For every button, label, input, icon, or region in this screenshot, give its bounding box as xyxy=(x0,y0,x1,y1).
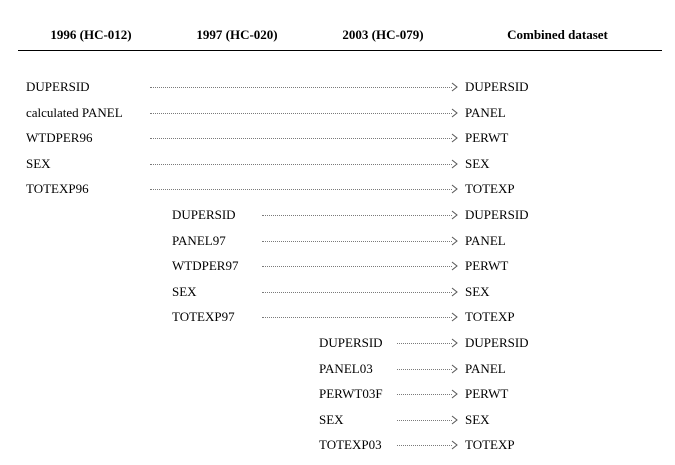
mapping-arrow xyxy=(262,261,458,271)
mapping-arrow xyxy=(150,184,458,194)
mapping-arrow xyxy=(262,287,458,297)
source-variable: DUPERSID xyxy=(26,79,90,94)
mapping-arrow xyxy=(397,440,458,450)
mapping-arrow xyxy=(150,133,458,143)
combined-variable: SEX xyxy=(465,284,490,299)
arrow-head-icon xyxy=(451,236,458,246)
header-1996: 1996 (HC-012) xyxy=(50,27,132,42)
arrow-head-icon xyxy=(451,440,458,450)
arrow-line xyxy=(262,317,452,318)
mapping-arrow xyxy=(397,338,458,348)
combined-variable: TOTEXP xyxy=(465,309,515,324)
arrow-line xyxy=(397,394,452,395)
arrow-line xyxy=(150,164,452,165)
arrow-line xyxy=(262,215,452,216)
source-variable: WTDPER96 xyxy=(26,130,93,145)
source-variable: SEX xyxy=(319,412,344,427)
arrow-line xyxy=(262,266,452,267)
mapping-arrow xyxy=(262,312,458,322)
arrow-line xyxy=(150,113,452,114)
combined-variable: DUPERSID xyxy=(465,79,529,94)
combined-variable: SEX xyxy=(465,412,490,427)
arrow-line xyxy=(397,343,452,344)
source-variable: TOTEXP97 xyxy=(172,309,235,324)
arrow-head-icon xyxy=(451,338,458,348)
arrow-line xyxy=(262,292,452,293)
arrow-head-icon xyxy=(451,159,458,169)
source-variable: calculated PANEL xyxy=(26,105,123,120)
arrow-line xyxy=(397,369,452,370)
arrow-head-icon xyxy=(451,210,458,220)
combined-variable: PANEL xyxy=(465,105,506,120)
source-variable: TOTEXP03 xyxy=(319,437,382,452)
source-variable: PERWT03F xyxy=(319,386,383,401)
combined-variable: PERWT xyxy=(465,258,509,273)
combined-variable: DUPERSID xyxy=(465,335,529,350)
header-rule xyxy=(18,50,662,51)
mapping-arrow xyxy=(150,82,458,92)
source-variable: SEX xyxy=(26,156,51,171)
arrow-head-icon xyxy=(451,364,458,374)
header-2003: 2003 (HC-079) xyxy=(342,27,424,42)
combined-variable: TOTEXP xyxy=(465,437,515,452)
arrow-head-icon xyxy=(451,415,458,425)
arrow-head-icon xyxy=(451,133,458,143)
source-variable: DUPERSID xyxy=(172,207,236,222)
source-variable: WTDPER97 xyxy=(172,258,239,273)
arrow-head-icon xyxy=(451,82,458,92)
mapping-arrow xyxy=(397,415,458,425)
header-combined: Combined dataset xyxy=(507,27,608,42)
mapping-arrow xyxy=(262,236,458,246)
combined-variable: DUPERSID xyxy=(465,207,529,222)
arrow-line xyxy=(397,445,452,446)
arrow-head-icon xyxy=(451,389,458,399)
arrow-head-icon xyxy=(451,312,458,322)
source-variable: TOTEXP96 xyxy=(26,181,89,196)
arrow-head-icon xyxy=(451,287,458,297)
combined-variable: PERWT xyxy=(465,130,509,145)
arrow-line xyxy=(397,420,452,421)
source-variable: DUPERSID xyxy=(319,335,383,350)
arrow-head-icon xyxy=(451,261,458,271)
mapping-arrow xyxy=(397,389,458,399)
combined-variable: SEX xyxy=(465,156,490,171)
combined-variable: PERWT xyxy=(465,386,509,401)
combined-variable: PANEL xyxy=(465,233,506,248)
arrow-line xyxy=(150,87,452,88)
source-variable: SEX xyxy=(172,284,197,299)
source-variable: PANEL03 xyxy=(319,361,373,376)
arrow-head-icon xyxy=(451,108,458,118)
mapping-arrow xyxy=(262,210,458,220)
combined-variable: TOTEXP xyxy=(465,181,515,196)
arrow-line xyxy=(262,241,452,242)
source-variable: PANEL97 xyxy=(172,233,226,248)
mapping-arrow xyxy=(397,364,458,374)
header-1997: 1997 (HC-020) xyxy=(196,27,278,42)
arrow-line xyxy=(150,189,452,190)
arrow-line xyxy=(150,138,452,139)
combined-variable: PANEL xyxy=(465,361,506,376)
arrow-head-icon xyxy=(451,184,458,194)
mapping-arrow xyxy=(150,159,458,169)
mapping-arrow xyxy=(150,108,458,118)
